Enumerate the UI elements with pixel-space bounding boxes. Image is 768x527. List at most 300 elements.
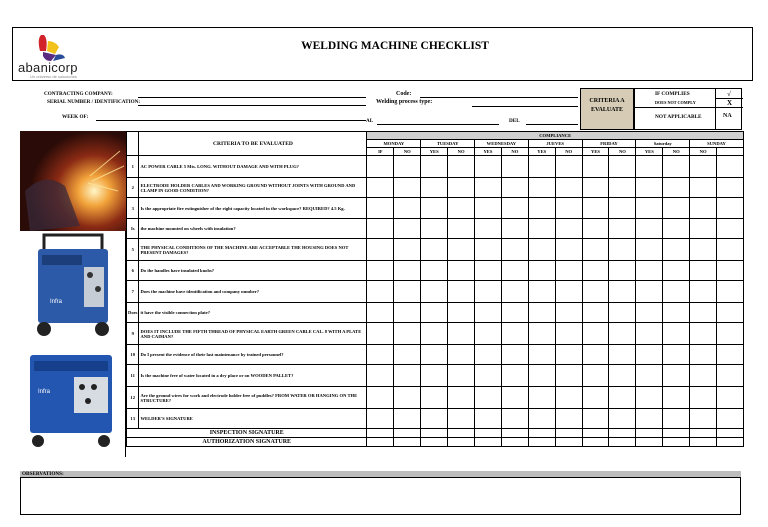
compliance-cell[interactable] bbox=[690, 409, 717, 429]
compliance-cell[interactable] bbox=[582, 365, 609, 387]
row-number: 2 bbox=[127, 178, 139, 198]
compliance-cell[interactable] bbox=[555, 156, 582, 178]
compliance-cell[interactable] bbox=[690, 219, 717, 239]
table-row bbox=[127, 387, 744, 409]
compliance-cell[interactable] bbox=[394, 198, 421, 219]
legend-complies-symbol: √ bbox=[727, 90, 731, 98]
compliance-cell[interactable] bbox=[501, 303, 528, 323]
authorization-signature-cell[interactable] bbox=[555, 438, 582, 447]
compliance-cell[interactable] bbox=[663, 409, 690, 429]
compliance-cell[interactable] bbox=[555, 239, 582, 261]
compliance-cell[interactable] bbox=[421, 323, 448, 345]
criteria-text: AC POWER CABLE 5 Mts. LONG. WITHOUT DAMAGE AND WITH PLUG? bbox=[139, 156, 367, 178]
compliance-cell[interactable] bbox=[663, 198, 690, 219]
compliance-cell[interactable] bbox=[448, 303, 475, 323]
compliance-cell[interactable] bbox=[636, 345, 663, 365]
compliance-cell[interactable] bbox=[717, 409, 744, 429]
compliance-cell[interactable] bbox=[528, 387, 555, 409]
compliance-cell[interactable] bbox=[475, 365, 502, 387]
compliance-cell[interactable] bbox=[501, 198, 528, 219]
inspection-signature-cell[interactable] bbox=[448, 429, 475, 438]
compliance-cell[interactable] bbox=[501, 261, 528, 281]
criteria-text: Does the machine have identification and company number? bbox=[139, 281, 367, 303]
compliance-cell[interactable] bbox=[717, 261, 744, 281]
inspection-signature-cell[interactable] bbox=[663, 429, 690, 438]
compliance-cell[interactable] bbox=[609, 281, 636, 303]
row-number: 10 bbox=[127, 345, 139, 365]
compliance-cell[interactable] bbox=[582, 156, 609, 178]
compliance-cell[interactable] bbox=[690, 303, 717, 323]
compliance-cell[interactable] bbox=[636, 323, 663, 345]
inspection-signature-label: INSPECTION SIGNATURE bbox=[127, 429, 367, 438]
authorization-signature-cell[interactable] bbox=[636, 438, 663, 447]
authorization-signature-cell[interactable] bbox=[501, 438, 528, 447]
yes-no-header bbox=[717, 148, 744, 156]
compliance-cell[interactable] bbox=[367, 198, 394, 219]
authorization-signature-cell[interactable] bbox=[717, 438, 744, 447]
day-header: TUESDAY bbox=[421, 140, 475, 148]
inspection-signature-cell[interactable] bbox=[636, 429, 663, 438]
compliance-cell[interactable] bbox=[394, 219, 421, 239]
compliance-cell[interactable] bbox=[663, 345, 690, 365]
row-number: Does bbox=[127, 303, 139, 323]
compliance-cell[interactable] bbox=[475, 323, 502, 345]
day-header: Saturday bbox=[636, 140, 690, 148]
compliance-cell[interactable] bbox=[609, 323, 636, 345]
header-frame bbox=[12, 27, 753, 81]
compliance-cell[interactable] bbox=[421, 156, 448, 178]
compliance-cell[interactable] bbox=[528, 261, 555, 281]
yes-no-header: NO bbox=[394, 148, 421, 156]
process-field[interactable] bbox=[472, 106, 578, 107]
compliance-cell[interactable] bbox=[717, 156, 744, 178]
compliance-cell[interactable] bbox=[717, 303, 744, 323]
compliance-cell[interactable] bbox=[528, 365, 555, 387]
compliance-cell[interactable] bbox=[663, 178, 690, 198]
row-number: 12 bbox=[127, 387, 139, 409]
logo-yellow-shape bbox=[47, 41, 59, 54]
compliance-cell[interactable] bbox=[448, 156, 475, 178]
compliance-cell[interactable] bbox=[367, 323, 394, 345]
compliance-cell[interactable] bbox=[475, 239, 502, 261]
compliance-cell[interactable] bbox=[528, 281, 555, 303]
compliance-cell[interactable] bbox=[717, 281, 744, 303]
compliance-cell[interactable] bbox=[367, 365, 394, 387]
compliance-cell[interactable] bbox=[421, 219, 448, 239]
legend-not-comply-symbol: X bbox=[727, 99, 733, 107]
criteria-text: Do I present the evidence of their last maintenance by trained personnel? bbox=[139, 345, 367, 365]
compliance-cell[interactable] bbox=[609, 345, 636, 365]
authorization-signature-cell[interactable] bbox=[528, 438, 555, 447]
compliance-cell[interactable] bbox=[448, 261, 475, 281]
compliance-cell[interactable] bbox=[636, 178, 663, 198]
row-number: 7 bbox=[127, 281, 139, 303]
compliance-cell[interactable] bbox=[582, 409, 609, 429]
del-field[interactable] bbox=[526, 124, 578, 125]
inspection-signature-cell[interactable] bbox=[501, 429, 528, 438]
day-header: MONDAY bbox=[367, 140, 421, 148]
page-title: WELDING MACHINE CHECKLIST bbox=[301, 40, 489, 52]
criteria-text: Are the ground wires for work and electrode holder free of puddles? FROM WATER OR HANGING ON THE STRUCTURE? bbox=[139, 387, 367, 409]
compliance-cell[interactable] bbox=[609, 156, 636, 178]
compliance-cell[interactable] bbox=[582, 387, 609, 409]
compliance-cell[interactable] bbox=[501, 281, 528, 303]
compliance-cell[interactable] bbox=[394, 239, 421, 261]
authorization-signature-cell[interactable] bbox=[367, 438, 394, 447]
table-row bbox=[127, 365, 744, 387]
compliance-cell[interactable] bbox=[636, 239, 663, 261]
row-number: 11 bbox=[127, 365, 139, 387]
compliance-cell[interactable] bbox=[501, 387, 528, 409]
compliance-cell[interactable] bbox=[421, 198, 448, 219]
compliance-cell[interactable] bbox=[448, 345, 475, 365]
criteria-line1: CRITERIA A bbox=[589, 98, 625, 104]
day-header: WEDNESDAY bbox=[475, 140, 529, 148]
compliance-cell[interactable] bbox=[663, 219, 690, 239]
authorization-signature-cell[interactable] bbox=[448, 438, 475, 447]
yes-no-header: YES bbox=[582, 148, 609, 156]
criteria-text: THE PHYSICAL CONDITIONS OF THE MACHINE ARE ACCEPTABLE THE HOUSING DOES NOT PRESENT DAMAGES? bbox=[139, 239, 367, 261]
row-number: 9 bbox=[127, 323, 139, 345]
compliance-cell[interactable] bbox=[663, 323, 690, 345]
criteria-text: Is the appropriate fire extinguisher of the right capacity located in the workspace? REQUIRED? 4.5 Kg. bbox=[139, 198, 367, 219]
criteria-text: Do the handles have insulated knobs? bbox=[139, 261, 367, 281]
compliance-cell[interactable] bbox=[475, 303, 502, 323]
compliance-cell[interactable] bbox=[367, 219, 394, 239]
compliance-cell[interactable] bbox=[528, 156, 555, 178]
machine-brand-1: Infra bbox=[50, 299, 63, 305]
compliance-cell[interactable] bbox=[448, 323, 475, 345]
compliance-cell[interactable] bbox=[448, 387, 475, 409]
table-row bbox=[127, 178, 744, 198]
compliance-cell[interactable] bbox=[609, 219, 636, 239]
table-row bbox=[127, 239, 744, 261]
compliance-cell[interactable] bbox=[717, 365, 744, 387]
compliance-cell[interactable] bbox=[582, 323, 609, 345]
compliance-cell[interactable] bbox=[475, 409, 502, 429]
compliance-cell[interactable] bbox=[394, 345, 421, 365]
compliance-cell[interactable] bbox=[663, 239, 690, 261]
authorization-signature-cell[interactable] bbox=[475, 438, 502, 447]
compliance-cell[interactable] bbox=[421, 387, 448, 409]
compliance-cell[interactable] bbox=[367, 261, 394, 281]
yes-no-header: NO bbox=[663, 148, 690, 156]
compliance-cell[interactable] bbox=[555, 198, 582, 219]
compliance-cell[interactable] bbox=[636, 365, 663, 387]
compliance-cell[interactable] bbox=[501, 178, 528, 198]
compliance-cell[interactable] bbox=[394, 178, 421, 198]
compliance-cell[interactable] bbox=[421, 365, 448, 387]
compliance-cell[interactable] bbox=[394, 323, 421, 345]
criteria-line2: EVALUATE bbox=[590, 107, 624, 113]
compliance-cell[interactable] bbox=[690, 178, 717, 198]
compliance-cell[interactable] bbox=[690, 323, 717, 345]
compliance-cell[interactable] bbox=[663, 261, 690, 281]
contracting-company-field[interactable] bbox=[138, 97, 366, 98]
legend-not-comply-label: DOES NOT COMPLY bbox=[655, 100, 696, 105]
compliance-cell[interactable] bbox=[555, 365, 582, 387]
checklist-table bbox=[126, 131, 744, 447]
yes-no-header: NO bbox=[609, 148, 636, 156]
inspection-signature-cell[interactable] bbox=[475, 429, 502, 438]
compliance-cell[interactable] bbox=[609, 198, 636, 219]
compliance-cell[interactable] bbox=[717, 198, 744, 219]
compliance-cell[interactable] bbox=[421, 178, 448, 198]
inspection-signature-cell[interactable] bbox=[717, 429, 744, 438]
compliance-cell[interactable] bbox=[555, 387, 582, 409]
compliance-cell[interactable] bbox=[690, 281, 717, 303]
compliance-cell[interactable] bbox=[394, 303, 421, 323]
criteria-text: Is the machine free of water located in a dry place or on WOODEN PALLET? bbox=[139, 365, 367, 387]
yes-no-header: NO bbox=[448, 148, 475, 156]
compliance-cell[interactable] bbox=[717, 219, 744, 239]
compliance-cell[interactable] bbox=[555, 409, 582, 429]
compliance-cell[interactable] bbox=[394, 156, 421, 178]
compliance-cell[interactable] bbox=[555, 261, 582, 281]
compliance-cell[interactable] bbox=[367, 178, 394, 198]
compliance-cell[interactable] bbox=[421, 281, 448, 303]
compliance-cell[interactable] bbox=[421, 345, 448, 365]
compliance-cell[interactable] bbox=[690, 261, 717, 281]
compliance-cell[interactable] bbox=[528, 323, 555, 345]
compliance-cell[interactable] bbox=[448, 239, 475, 261]
compliance-cell[interactable] bbox=[582, 178, 609, 198]
compliance-cell[interactable] bbox=[501, 409, 528, 429]
compliance-cell[interactable] bbox=[475, 281, 502, 303]
compliance-header: COMPLIANCE bbox=[367, 132, 743, 140]
compliance-cell[interactable] bbox=[717, 178, 744, 198]
compliance-cell[interactable] bbox=[555, 345, 582, 365]
inspection-signature-cell[interactable] bbox=[367, 429, 394, 438]
compliance-cell[interactable] bbox=[609, 261, 636, 281]
compliance-cell[interactable] bbox=[690, 198, 717, 219]
row-number: 5 bbox=[127, 239, 139, 261]
compliance-cell[interactable] bbox=[448, 198, 475, 219]
compliance-cell[interactable] bbox=[636, 219, 663, 239]
yes-no-header: NO bbox=[690, 148, 717, 156]
compliance-cell[interactable] bbox=[501, 345, 528, 365]
table-row bbox=[127, 261, 744, 281]
compliance-cell[interactable] bbox=[367, 156, 394, 178]
compliance-cell[interactable] bbox=[636, 156, 663, 178]
compliance-cell[interactable] bbox=[636, 281, 663, 303]
compliance-cell[interactable] bbox=[636, 409, 663, 429]
compliance-cell[interactable] bbox=[690, 345, 717, 365]
compliance-cell[interactable] bbox=[475, 261, 502, 281]
compliance-cell[interactable] bbox=[582, 261, 609, 281]
row-number: Is bbox=[127, 219, 139, 239]
compliance-cell[interactable] bbox=[528, 178, 555, 198]
compliance-cell[interactable] bbox=[367, 239, 394, 261]
compliance-cell[interactable] bbox=[582, 345, 609, 365]
compliance-cell[interactable] bbox=[394, 365, 421, 387]
day-header: FRIDAY bbox=[582, 140, 636, 148]
row-number: 6 bbox=[127, 261, 139, 281]
criteria-text: the machine mounted on wheels with insulation? bbox=[139, 219, 367, 239]
compliance-cell[interactable] bbox=[367, 387, 394, 409]
compliance-cell[interactable] bbox=[636, 261, 663, 281]
compliance-cell[interactable] bbox=[421, 239, 448, 261]
compliance-cell[interactable] bbox=[555, 303, 582, 323]
compliance-cell[interactable] bbox=[690, 156, 717, 178]
process-label: Welding process type: bbox=[376, 99, 433, 105]
criteria-text: ELECTRODE HOLDER CABLES AND WORKING GROUND WITHOUT JOINTS WITH GROUND AND CLAMP IN GOOD CONDITION? bbox=[139, 178, 367, 198]
authorization-signature-cell[interactable] bbox=[421, 438, 448, 447]
compliance-cell[interactable] bbox=[421, 409, 448, 429]
compliance-cell[interactable] bbox=[501, 156, 528, 178]
compliance-cell[interactable] bbox=[663, 156, 690, 178]
code-field[interactable] bbox=[420, 97, 578, 98]
compliance-cell[interactable] bbox=[528, 239, 555, 261]
row-number: 13 bbox=[127, 409, 139, 429]
compliance-cell[interactable] bbox=[528, 219, 555, 239]
compliance-cell[interactable] bbox=[609, 178, 636, 198]
compliance-cell[interactable] bbox=[582, 219, 609, 239]
compliance-cell[interactable] bbox=[394, 261, 421, 281]
compliance-cell[interactable] bbox=[609, 239, 636, 261]
legend-na-symbol: NA bbox=[723, 113, 732, 119]
welding-photos bbox=[20, 131, 126, 457]
photo-column bbox=[20, 131, 126, 457]
compliance-cell[interactable] bbox=[555, 178, 582, 198]
welding-machine-image-1 bbox=[37, 235, 109, 336]
compliance-cell[interactable] bbox=[475, 387, 502, 409]
compliance-cell[interactable] bbox=[475, 345, 502, 365]
compliance-cell[interactable] bbox=[663, 365, 690, 387]
inspection-signature-cell[interactable] bbox=[528, 429, 555, 438]
compliance-cell[interactable] bbox=[690, 365, 717, 387]
table-row bbox=[127, 409, 744, 429]
compliance-cell[interactable] bbox=[448, 409, 475, 429]
inspection-signature-cell[interactable] bbox=[690, 429, 717, 438]
compliance-cell[interactable] bbox=[582, 198, 609, 219]
brand-tagline: Un universo de soluciones bbox=[30, 74, 77, 79]
compliance-cell[interactable] bbox=[582, 303, 609, 323]
inspection-signature-cell[interactable] bbox=[582, 429, 609, 438]
compliance-cell[interactable] bbox=[609, 303, 636, 323]
compliance-cell[interactable] bbox=[555, 219, 582, 239]
yes-no-header: NO bbox=[501, 148, 528, 156]
compliance-cell[interactable] bbox=[528, 409, 555, 429]
compliance-cell[interactable] bbox=[555, 323, 582, 345]
compliance-cell[interactable] bbox=[663, 281, 690, 303]
compliance-cell[interactable] bbox=[717, 239, 744, 261]
table-row bbox=[127, 156, 744, 178]
compliance-cell[interactable] bbox=[663, 303, 690, 323]
compliance-cell[interactable] bbox=[609, 409, 636, 429]
welding-machine-image-2 bbox=[30, 355, 112, 447]
table-row bbox=[127, 219, 744, 239]
compliance-cell[interactable] bbox=[367, 303, 394, 323]
yes-no-header: YES bbox=[475, 148, 502, 156]
compliance-cell[interactable] bbox=[501, 239, 528, 261]
compliance-cell[interactable] bbox=[448, 281, 475, 303]
compliance-cell[interactable] bbox=[690, 387, 717, 409]
authorization-signature-cell[interactable] bbox=[609, 438, 636, 447]
compliance-cell[interactable] bbox=[582, 281, 609, 303]
compliance-cell[interactable] bbox=[448, 219, 475, 239]
row-number: 1 bbox=[127, 156, 139, 178]
table-row bbox=[127, 303, 744, 323]
compliance-cell[interactable] bbox=[501, 323, 528, 345]
compliance-cell[interactable] bbox=[690, 239, 717, 261]
compliance-cell[interactable] bbox=[501, 365, 528, 387]
table-row bbox=[127, 323, 744, 345]
legend-box bbox=[634, 88, 742, 130]
day-header: JUEVES bbox=[528, 140, 582, 148]
compliance-cell[interactable] bbox=[501, 219, 528, 239]
compliance-cell[interactable] bbox=[448, 365, 475, 387]
authorization-signature-cell[interactable] bbox=[663, 438, 690, 447]
compliance-cell[interactable] bbox=[475, 198, 502, 219]
compliance-cell[interactable] bbox=[609, 387, 636, 409]
compliance-cell[interactable] bbox=[528, 345, 555, 365]
inspection-signature-cell[interactable] bbox=[609, 429, 636, 438]
brand-name: abanicorp bbox=[18, 60, 78, 75]
compliance-cell[interactable] bbox=[394, 387, 421, 409]
compliance-cell[interactable] bbox=[394, 281, 421, 303]
compliance-cell[interactable] bbox=[636, 303, 663, 323]
compliance-cell[interactable] bbox=[636, 198, 663, 219]
compliance-cell[interactable] bbox=[582, 239, 609, 261]
compliance-cell[interactable] bbox=[394, 409, 421, 429]
legend-na-label: NOT APPLICABLE bbox=[655, 114, 702, 120]
compliance-cell[interactable] bbox=[421, 261, 448, 281]
week-field[interactable] bbox=[96, 120, 366, 121]
compliance-cell[interactable] bbox=[367, 409, 394, 429]
compliance-cell[interactable] bbox=[367, 345, 394, 365]
observations-label: OBSERVATIONS: bbox=[20, 471, 741, 478]
compliance-cell[interactable] bbox=[421, 303, 448, 323]
compliance-cell[interactable] bbox=[367, 281, 394, 303]
authorization-signature-cell[interactable] bbox=[394, 438, 421, 447]
inspection-signature-cell[interactable] bbox=[394, 429, 421, 438]
table-row bbox=[127, 345, 744, 365]
criteria-text: WELDER'S SIGNATURE bbox=[139, 409, 367, 429]
authorization-signature-cell[interactable] bbox=[582, 438, 609, 447]
al-field[interactable] bbox=[377, 124, 499, 125]
inspection-signature-cell[interactable] bbox=[555, 429, 582, 438]
compliance-cell[interactable] bbox=[475, 219, 502, 239]
yes-no-header: IF bbox=[367, 148, 394, 156]
code-label: Code: bbox=[396, 91, 412, 97]
compliance-cell[interactable] bbox=[448, 178, 475, 198]
compliance-cell[interactable] bbox=[528, 198, 555, 219]
al-label: AL bbox=[366, 118, 374, 124]
compliance-cell[interactable] bbox=[717, 323, 744, 345]
authorization-signature-cell[interactable] bbox=[690, 438, 717, 447]
table-row bbox=[127, 281, 744, 303]
compliance-cell[interactable] bbox=[528, 303, 555, 323]
logo-red-shape bbox=[39, 35, 47, 51]
criteria-text: it have the visible connection plate? bbox=[139, 303, 367, 323]
compliance-cell[interactable] bbox=[636, 387, 663, 409]
inspection-signature-cell[interactable] bbox=[421, 429, 448, 438]
compliance-cell[interactable] bbox=[475, 156, 502, 178]
compliance-cell[interactable] bbox=[555, 281, 582, 303]
compliance-cell[interactable] bbox=[717, 345, 744, 365]
compliance-cell[interactable] bbox=[609, 365, 636, 387]
criteria-text: DOES IT INCLUDE THE FIFTH THREAD OF PHYSICAL EARTH GREEN CABLE CAL. 8 WITH A PLATE AND CAIMAN? bbox=[139, 323, 367, 345]
criteria-header: CRITERIA TO BE EVALUATED bbox=[139, 132, 367, 156]
contracting-company-label: CONTRACTING COMPANY: bbox=[44, 91, 113, 97]
compliance-cell[interactable] bbox=[663, 387, 690, 409]
compliance-cell[interactable] bbox=[475, 178, 502, 198]
serial-field[interactable] bbox=[138, 105, 366, 106]
legend-complies-label: IF COMPLIES bbox=[655, 91, 690, 97]
compliance-cell[interactable] bbox=[717, 387, 744, 409]
yes-no-header: YES bbox=[528, 148, 555, 156]
